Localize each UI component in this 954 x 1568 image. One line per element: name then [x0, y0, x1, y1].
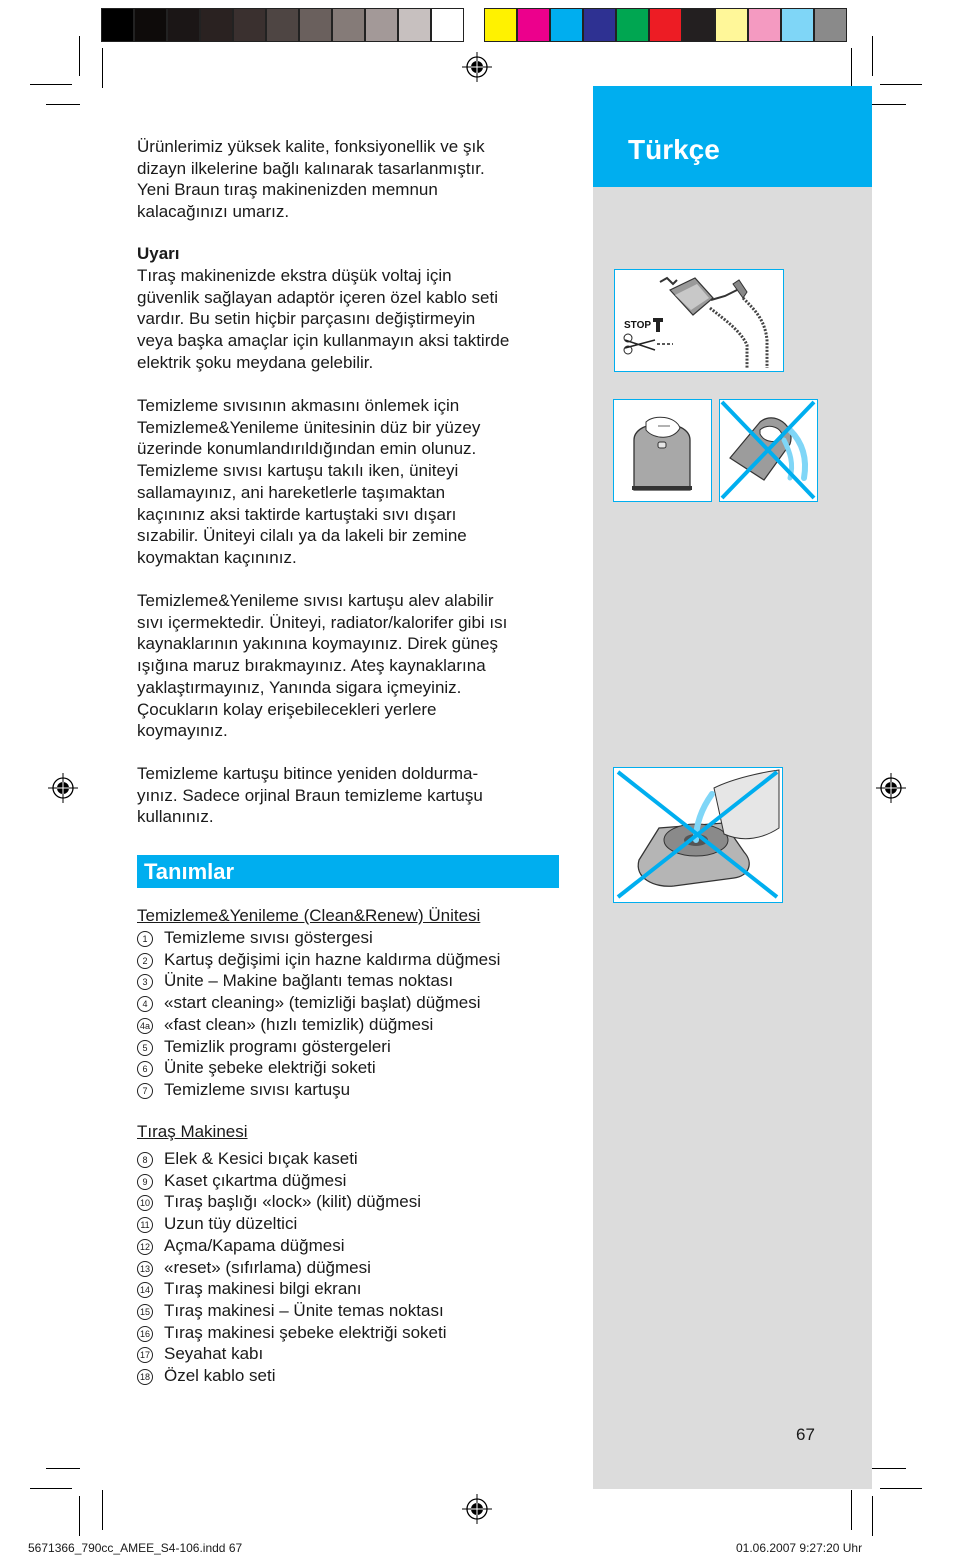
registration-mark-icon: [462, 52, 492, 82]
registration-mark-icon: [462, 1494, 492, 1524]
color-swatch: [682, 8, 715, 42]
registration-mark-icon: [48, 773, 78, 803]
part-label: Tıraş makinesi – Ünite temas noktası: [164, 1300, 444, 1320]
color-swatch: [299, 8, 332, 42]
part-list-item: [137, 992, 481, 1014]
part-list-item: [137, 1148, 358, 1170]
date-slug: 01.06.2007 9:27:20 Uhr: [736, 1541, 863, 1555]
unit-level-figure: [613, 399, 712, 502]
part-number-badge: 11: [137, 1217, 153, 1233]
text-line: Temizleme sıvısının akmasını önlemek için: [137, 396, 460, 415]
text-line: koymayınız.: [137, 721, 228, 741]
part-number-badge: 13: [137, 1261, 153, 1277]
text-line: Tıraş makinenizde ekstra düşük voltaj için: [137, 266, 452, 285]
color-swatch: [233, 8, 266, 42]
crop-mark: [102, 48, 103, 88]
text-line: ışığına maruz bırakmayınız. Ateş kaynaklarına: [137, 656, 486, 676]
crop-mark: [79, 1496, 80, 1536]
color-swatch: [781, 8, 814, 42]
text-line: kaynaklarının yakınına koymayınız. Direk güneş: [137, 634, 498, 654]
color-swatch: [715, 8, 748, 42]
part-label: Elek & Kesici bıçak kaseti: [164, 1149, 358, 1168]
crop-mark: [46, 104, 80, 105]
warning-paragraph-refill: [137, 763, 567, 828]
stop-label: STOP: [624, 320, 652, 331]
part-list-item: [137, 1235, 344, 1257]
crop-mark: [880, 84, 922, 85]
clean-unit-icon: [614, 400, 710, 500]
process-color-bar: [484, 8, 847, 42]
color-swatch: [550, 8, 583, 42]
crop-mark: [880, 1488, 922, 1489]
part-label: Açma/Kapama düğmesi: [164, 1235, 345, 1255]
text-line: Temizleme&Yenileme sıvısı kartuşu alev alabilir: [137, 591, 494, 610]
text-line: Temizleme&Yenileme ünitesinin düz bir yüzey: [137, 417, 481, 437]
text-line: Temizleme sıvısı kartuşu takılı iken, üniteyi: [137, 461, 459, 481]
text-line: üzerinde konumlandırıldığından emin olunuz.: [137, 439, 477, 459]
part-label: Ünite şebeke elektriği soketi: [164, 1058, 376, 1078]
crop-mark: [851, 1490, 852, 1530]
color-swatch: [814, 8, 847, 42]
warning-heading: Uyarı: [137, 244, 180, 263]
text-line: Temizleme kartuşu bitince yeniden doldurma-: [137, 764, 479, 783]
text-line: Ürünlerimiz yüksek kalite, fonksiyonellik ve şık: [137, 137, 485, 156]
color-swatch: [332, 8, 365, 42]
warning-paragraph-cable: [137, 265, 567, 374]
part-list-item: [137, 1300, 444, 1322]
part-label: Temizleme sıvısı kartuşu: [164, 1079, 351, 1099]
unit-tilted-crossed-figure: [719, 399, 818, 502]
crop-mark: [102, 1490, 103, 1530]
part-list-item: [137, 1213, 297, 1235]
descriptions-title: Tanımlar: [144, 859, 235, 884]
warning-paragraph-flammable: [137, 590, 567, 742]
color-swatch: [583, 8, 616, 42]
part-number-badge: 1: [137, 931, 153, 947]
crop-mark: [30, 1488, 72, 1489]
text-line: veya başka amaçlar için kullanmayın aksi taktirde: [137, 331, 510, 351]
language-title: Türkçe: [628, 134, 720, 165]
part-list-item: [137, 1257, 371, 1279]
shaver-heading: Tıraş Makinesi: [137, 1122, 248, 1141]
part-label: Tıraş makinesi bilgi ekranı: [164, 1279, 362, 1299]
tilted-unit-crossed-icon: [720, 400, 816, 500]
crop-mark: [79, 36, 80, 76]
part-label: Kartuş değişimi için hazne kaldırma düğmesi: [164, 949, 501, 969]
refill-crossed-figure: [613, 767, 783, 903]
page-number: 67: [796, 1425, 815, 1444]
crop-mark: [872, 1496, 873, 1536]
color-swatch: [748, 8, 781, 42]
color-swatch: [266, 8, 299, 42]
part-label: Kaset çıkartma düğmesi: [164, 1170, 347, 1190]
part-number-badge: 6: [137, 1061, 153, 1077]
warning-paragraph-position: [137, 395, 567, 569]
part-number-badge: 2: [137, 953, 153, 969]
grayscale-color-bar: [101, 8, 464, 42]
color-swatch: [200, 8, 233, 42]
text-line: kalacağınızı umarız.: [137, 202, 290, 222]
part-number-badge: 15: [137, 1304, 153, 1320]
part-number-badge: 4a: [137, 1018, 153, 1034]
part-label: Temizleme sıvısı göstergesi: [164, 928, 373, 947]
part-list-item: [137, 949, 500, 971]
text-line: kaçınınız aksi taktirde kartuştaki sıvı dışarı: [137, 504, 457, 524]
color-swatch: [649, 8, 682, 42]
color-swatch: [101, 8, 134, 42]
color-swatch: [431, 8, 464, 42]
intro-paragraph: [137, 136, 567, 223]
part-number-badge: 18: [137, 1369, 153, 1385]
crop-mark: [872, 1468, 906, 1469]
text-line: Çocukların kolay erişebilecekleri yerlere: [137, 699, 437, 719]
refill-cartridge-crossed-icon: [614, 768, 781, 901]
text-line: yaklaştırmayınız, Yanında sigara içmeyiniz.: [137, 677, 462, 697]
part-list-item: [137, 970, 453, 992]
color-swatch: [517, 8, 550, 42]
color-swatch: [134, 8, 167, 42]
cable-set-warning-figure: [614, 269, 784, 372]
text-line: yınız. Sadece orjinal Braun temizleme kartuşu: [137, 785, 483, 805]
part-label: «fast clean» (hızlı temizlik) düğmesi: [164, 1014, 434, 1034]
part-number-badge: 12: [137, 1239, 153, 1255]
part-number-badge: 16: [137, 1326, 153, 1342]
part-number-badge: 8: [137, 1152, 153, 1168]
part-label: Uzun tüy düzeltici: [164, 1214, 298, 1234]
part-number-badge: 3: [137, 974, 153, 990]
plug-cable-icon: [615, 270, 782, 370]
text-line: dizayn ilkelerine bağlı kalınarak tasarlanmıştır.: [137, 158, 485, 178]
text-line: sallamayınız, ani hareketlerle taşımaktan: [137, 482, 446, 502]
text-line: kullanınız.: [137, 807, 214, 827]
text-line: elektrik şoku meydana gelebilir.: [137, 352, 374, 372]
file-slug: 5671366_790cc_AMEE_S4-106.indd 67: [28, 1541, 243, 1555]
part-list-item: [137, 927, 373, 949]
crop-mark: [30, 84, 72, 85]
part-list-item: [137, 1322, 447, 1344]
part-label: Seyahat kabı: [164, 1344, 264, 1364]
part-label: Tıraş makinesi şebeke elektriği soketi: [164, 1322, 447, 1342]
text-line: vardır. Bu setin hiçbir parçasını değiştirmeyin: [137, 309, 476, 329]
part-number-badge: 10: [137, 1195, 153, 1211]
color-swatch: [616, 8, 649, 42]
color-swatch: [398, 8, 431, 42]
color-swatch: [167, 8, 200, 42]
part-number-badge: 9: [137, 1174, 153, 1190]
part-number-badge: 4: [137, 996, 153, 1012]
part-list-item: [137, 1343, 263, 1365]
registration-mark-icon: [876, 773, 906, 803]
part-label: Temizlik programı göstergeleri: [164, 1036, 391, 1056]
crop-mark: [851, 48, 852, 88]
crop-mark: [872, 36, 873, 76]
part-list-item: [137, 1191, 421, 1213]
text-line: sıvı içermektedir. Üniteyi, radiator/kalorifer gibi ısı: [137, 612, 508, 632]
text-line: sızabilir. Üniteyi cilalı ya da lakeli bir zemine: [137, 526, 467, 546]
part-list-item: [137, 1365, 276, 1387]
color-swatch: [484, 8, 517, 42]
part-number-badge: 7: [137, 1083, 153, 1099]
part-list-item: [137, 1278, 361, 1300]
part-label: Tıraş başlığı «lock» (kilit) düğmesi: [164, 1192, 421, 1212]
crop-mark: [872, 104, 906, 105]
part-list-item: [137, 1079, 350, 1101]
text-line: güvenlik sağlayan adaptör içeren özel kablo seti: [137, 287, 499, 307]
part-label: «start cleaning» (temizliği başlat) düğmesi: [164, 993, 481, 1013]
crop-mark: [46, 1468, 80, 1469]
part-label: Ünite – Makine bağlantı temas noktası: [164, 971, 454, 991]
part-number-badge: 17: [137, 1347, 153, 1363]
part-label: Özel kablo seti: [164, 1366, 276, 1385]
unit-heading: Temizleme&Yenileme (Clean&Renew) Ünitesi: [137, 906, 481, 925]
color-swatch: [365, 8, 398, 42]
part-list-item: [137, 1170, 346, 1192]
part-list-item: [137, 1014, 433, 1036]
part-list-item: [137, 1036, 391, 1058]
part-list-item: [137, 1057, 376, 1079]
part-number-badge: 14: [137, 1282, 153, 1298]
text-line: Yeni Braun tıraş makinenizden memnun: [137, 180, 438, 200]
part-number-badge: 5: [137, 1040, 153, 1056]
text-line: koymaktan kaçınınız.: [137, 547, 297, 567]
part-label: «reset» (sıfırlama) düğmesi: [164, 1257, 371, 1277]
